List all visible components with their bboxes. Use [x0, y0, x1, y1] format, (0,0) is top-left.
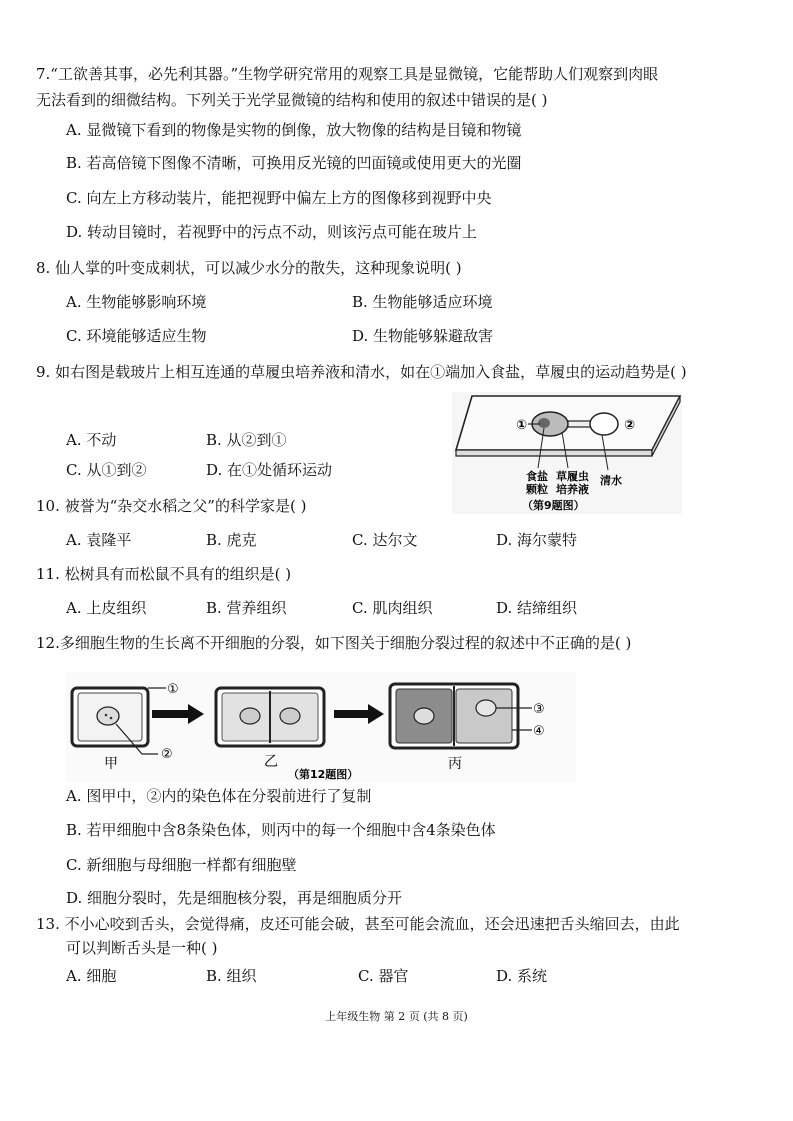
chromatin-dot	[110, 717, 113, 720]
slide-front-edge	[456, 450, 652, 456]
q12-option-a: A. 图甲中，②内的染色体在分裂前进行了复制	[66, 787, 372, 805]
connecting-channel	[568, 421, 592, 427]
q7-stem-line1: 7.“工欲善其事，必先利其器。”生物学研究常用的观察工具是显微镜，它能帮助人们观察到肉眼	[36, 65, 659, 83]
q10-stem: 10. 被誉为“杂交水稻之父”的科学家是( )	[36, 497, 307, 515]
figure12-marker-1: ①	[167, 682, 179, 697]
q10-option-d: D. 海尔蒙特	[496, 531, 578, 549]
cell-bing-nucleus-right	[476, 700, 496, 716]
figure9-caption: （第9题图）	[522, 499, 585, 512]
q8-option-d: D. 生物能够躲避敌害	[352, 327, 494, 345]
cell-yi-nucleus-right	[280, 708, 300, 724]
figure12-marker-2: ②	[161, 747, 173, 762]
cell-jia-nucleus	[97, 707, 119, 725]
figure9-culture-line1: 草履虫	[556, 470, 589, 483]
figure9-label-2: ②	[624, 418, 636, 433]
q13-option-b: B. 组织	[206, 967, 257, 985]
q13-option-d: D. 系统	[496, 967, 548, 985]
figure9-culture-line2: 培养液	[556, 483, 589, 496]
chromatin-dot	[105, 714, 108, 717]
figure12-caption: （第12题图）	[288, 768, 359, 781]
q7-option-d: D. 转动目镜时，若视野中的污点不动，则该污点可能在玻片上	[66, 223, 478, 241]
q7-option-c: C. 向左上方移动装片，能把视野中偏左上方的图像移到视野中央	[66, 189, 492, 207]
q11-option-b: B. 营养组织	[206, 599, 287, 617]
figure9-salt-line2: 颗粒	[526, 483, 548, 496]
q13-stem-line2: 可以判断舌头是一种( )	[66, 939, 218, 957]
cell-bing-nucleus-left	[414, 708, 434, 724]
figure12-label-jia: 甲	[104, 756, 118, 772]
q9-option-c: C. 从①到②	[66, 461, 147, 479]
figure12-marker-4: ④	[533, 724, 545, 739]
water-drop	[590, 413, 618, 435]
q7-stem-line2: 无法看到的细微结构。下列关于光学显微镜的结构和使用的叙述中错误的是( )	[36, 91, 548, 109]
q11-option-c: C. 肌肉组织	[352, 599, 433, 617]
q10-option-c: C. 达尔文	[352, 531, 418, 549]
salt-grain	[538, 418, 550, 428]
q12-option-b: B. 若甲细胞中含8条染色体，则丙中的每一个细胞中含4条染色体	[66, 821, 496, 839]
q11-option-d: D. 结缔组织	[496, 599, 578, 617]
q12-stem: 12.多细胞生物的生长离不开细胞的分裂，如下图关于细胞分裂过程的叙述中不正确的是( )	[36, 634, 632, 652]
figure9-label-1: ①	[516, 418, 528, 433]
q8-option-a: A. 生物能够影响环境	[66, 293, 207, 311]
q8-stem: 8. 仙人掌的叶变成刺状，可以减少水分的散失，这种现象说明( )	[36, 259, 462, 277]
figure12-marker-3: ③	[533, 702, 545, 717]
cell-yi-nucleus-left	[240, 708, 260, 724]
figure12-label-yi: 乙	[264, 754, 278, 770]
q10-option-a: A. 袁隆平	[66, 531, 132, 549]
q9-option-b: B. 从②到①	[206, 431, 287, 449]
figure12-label-bing: 丙	[448, 756, 462, 772]
figure9-water: 清水	[600, 474, 622, 487]
q9-stem: 9. 如右图是载玻片上相互连通的草履虫培养液和清水，如在①端加入食盐，草履虫的运动趋势是( )	[36, 363, 687, 381]
q10-option-b: B. 虎克	[206, 531, 257, 549]
q8-option-b: B. 生物能够适应环境	[352, 293, 493, 311]
q9-figure	[452, 392, 682, 514]
q12-option-c: C. 新细胞与母细胞一样都有细胞壁	[66, 856, 297, 874]
q7-option-a: A. 显微镜下看到的物像是实物的倒像，放大物像的结构是目镜和物镜	[66, 121, 522, 139]
figure9-salt-line1: 食盐	[526, 470, 548, 483]
page-footer: 上年级生物 第 2 页 (共 8 页)	[325, 1010, 468, 1023]
q13-stem-line1: 13. 不小心咬到舌头，会觉得痛，皮还可能会破，甚至可能会流血，还会迅速把舌头缩回去，由此	[36, 915, 680, 933]
q13-option-a: A. 细胞	[66, 967, 117, 985]
q9-option-a: A. 不动	[66, 431, 117, 449]
q11-stem: 11. 松树具有而松鼠不具有的组织是( )	[36, 565, 292, 583]
q12-option-d: D. 细胞分裂时，先是细胞核分裂，再是细胞质分开	[66, 889, 403, 907]
q12-figure	[66, 672, 576, 782]
q8-option-c: C. 环境能够适应生物	[66, 327, 207, 345]
q13-option-c: C. 器官	[358, 967, 409, 985]
q9-option-d: D. 在①处循环运动	[206, 461, 333, 479]
q7-option-b: B. 若高倍镜下图像不清晰，可换用反光镜的凹面镜或使用更大的光圈	[66, 154, 522, 172]
q11-option-a: A. 上皮组织	[66, 599, 147, 617]
